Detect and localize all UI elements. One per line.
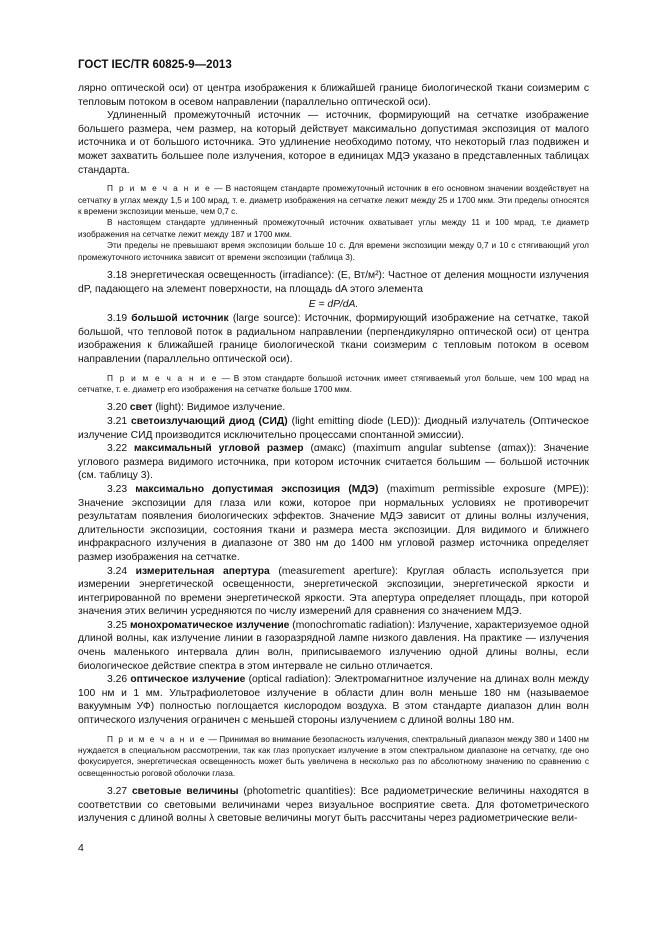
definition-3-26: 3.26 оптическое излучение (optical radiation): Электромагнитное излучение на длинах волн между 100 нм и 1 мм. Ультрафиолетовое излучение в области длин волн меньше 180 нм (называемое вакуумным УФ) полностью поглощается кислородом воздуха. В этом стандарте диапазон длин волн оптического излучения ограничен с меньшей стороны излучением с длиной волны 180 нм. bbox=[78, 674, 589, 727]
page-body bbox=[78, 82, 589, 826]
definition-3-23: 3.23 максимально допустимая экспозиция (МДЭ) (maximum permissible exposure (MPE)): Значение экспозиции для глаза или кожи, которое при нормальных условиях не противоречит результатам появления биологических эффектов. Значение МДЭ зависит от длины волны излучения, длительности экспозиции, состояния ткани и размера места экспозиции. Для видимого и ближнего инфракрасного излучения в диапазоне от 380 нм до 1400 нм угловой размер источника определяет размер изображения на сетчатке. bbox=[78, 483, 589, 563]
note-3: П р и м е ч а н и е — Принимая во внимание безопасность излучения, спектральный диапазон между 380 и 1400 нм нуждается в специальном рассмотрении, так как глаз пропускает излучение в этом спектральном диапазоне на сетчатку, где оно фокусируется, энергетическая освещенность может быть увеличена в несколько раз по абсолютному значению по сравнению с освещенностью роговой оболочки глаза. bbox=[78, 733, 589, 778]
definition-3-27: 3.27 световые величины (photometric quantities): Все радиометрические величины находятся в соответствии со световыми величинами через визуальное восприятие света. Для фотометрического излучения с длиной волны λ световые величины могут быть рассчитаны через радиометрические вели- bbox=[78, 786, 589, 825]
document-header: ГОСТ IEC/TR 60825-9—2013 bbox=[78, 59, 232, 71]
note-1c: Эти пределы не превышают время экспозиции больше 10 с. Для времени экспозиции между 0,7 и 10 с стягивающий угол промежуточного источника зависит от времени экспозиции (таблица 3). bbox=[78, 240, 589, 262]
note-label: П р и м е ч а н и е bbox=[107, 183, 212, 194]
paragraph-continuation: лярно оптической оси) от центра изображения к ближайшей границе биологической ткани соизмерим с тепловым потоком в осевом направлении (параллельно оптической оси). bbox=[78, 83, 589, 108]
note-2: П р и м е ч а н и е — В этом стандарте большой источник имеет стягиваемый угол больше, чем 100 мрад на сетчатке, т. е. диаметр его изображения на сетчатке больше 1700 мкм. bbox=[78, 372, 590, 394]
note-1-text: — В настоящем стандарте промежуточный источник в его основном значении воздействует на сетчатку в углах между 1,5 и 100 мрад, т. е. диаметр изображения на сетчатке лежит между 25 и 1700 мкм. Эти пределы относятся к времени экспозиции меньше, чем 0,7 с. bbox=[78, 183, 590, 216]
definition-3-25: 3.25 монохроматическое излучение (monochromatic radiation): Излучение, характеризуемое одной длиной волны, как излучение линии в газоразрядной лампе низкого давления. На практике — излучения очень маленького интервала длин волн, приписываемого излучению одной длины волны, если биологическое действие спектра в этом интервале не сильно отличается. bbox=[78, 619, 589, 672]
definition-3-24: 3.24 измерительная апертура (measurement aperture): Круглая область используется при измерении энергетической освещенности, энергетической экспозиции, энергетической яркости и интегрированной по времени энергетической яркости. Эта апертура определяет площадь, при которой значения этих величин усредняются по числу измерений для сравнения со значением МДЭ. bbox=[78, 565, 589, 618]
note-1 bbox=[78, 183, 589, 217]
definition-3-22: 3.22 максимальный угловой размер (αмакс) (maximum angular subtense (αmax)): Значение углового размера видимого источника, при котором источник считается большим — большой источник (см. таблицу 3). bbox=[78, 443, 589, 482]
definition-3-19: 3.19 большой источник (large source): Источник, формирующий изображение на сетчатке, такой большой, что тепловой поток в радиальном направлении (перпендикулярно оптической оси) от центра изображения к ближайшей границе биологической ткани соизмерим с тепловым потоком в осевом направлении (параллельно оптической оси). bbox=[78, 313, 589, 365]
definition-3-21: 3.21 светоизлучающий диод (СИД) (light emitting diode (LED)): Диодный излучатель (Оптическое излучение СИД производится исключительно процессами спонтанной эмиссии). bbox=[78, 415, 589, 441]
paragraph-extended-source: Удлиненный промежуточный источник — источник, формирующий на сетчатке изображение большего размера, чем размер, на который действует максимально допустимая экспозиция от малого источника и от большого источника. Это удлинение необходимо потому, что некоторый глаз подвижен и может захватить большее поле излучения, которое в единицах МДЭ указано в представленных таблицах стандарта. bbox=[78, 110, 589, 176]
definition-3-18: 3.18 энергетическая освещенность (irradiance): (E, Вт/м²): Частное от деления мощности излучения dP, падающего на элемент поверхности, на площадь dA этого элемента bbox=[78, 270, 589, 295]
definition-3-20: 3.20 свет (light): Видимое излучение. bbox=[107, 402, 286, 414]
page-number: 4 bbox=[78, 842, 84, 854]
note-1b: В настоящем стандарте удлиненный промежуточный источник охватывает углы между 11 и 100 мрад, т.е диаметр изображения на сетчатке лежит между 187 и 1700 мкм. bbox=[78, 217, 589, 239]
irradiance-formula: E = dP/dA. bbox=[308, 299, 359, 311]
